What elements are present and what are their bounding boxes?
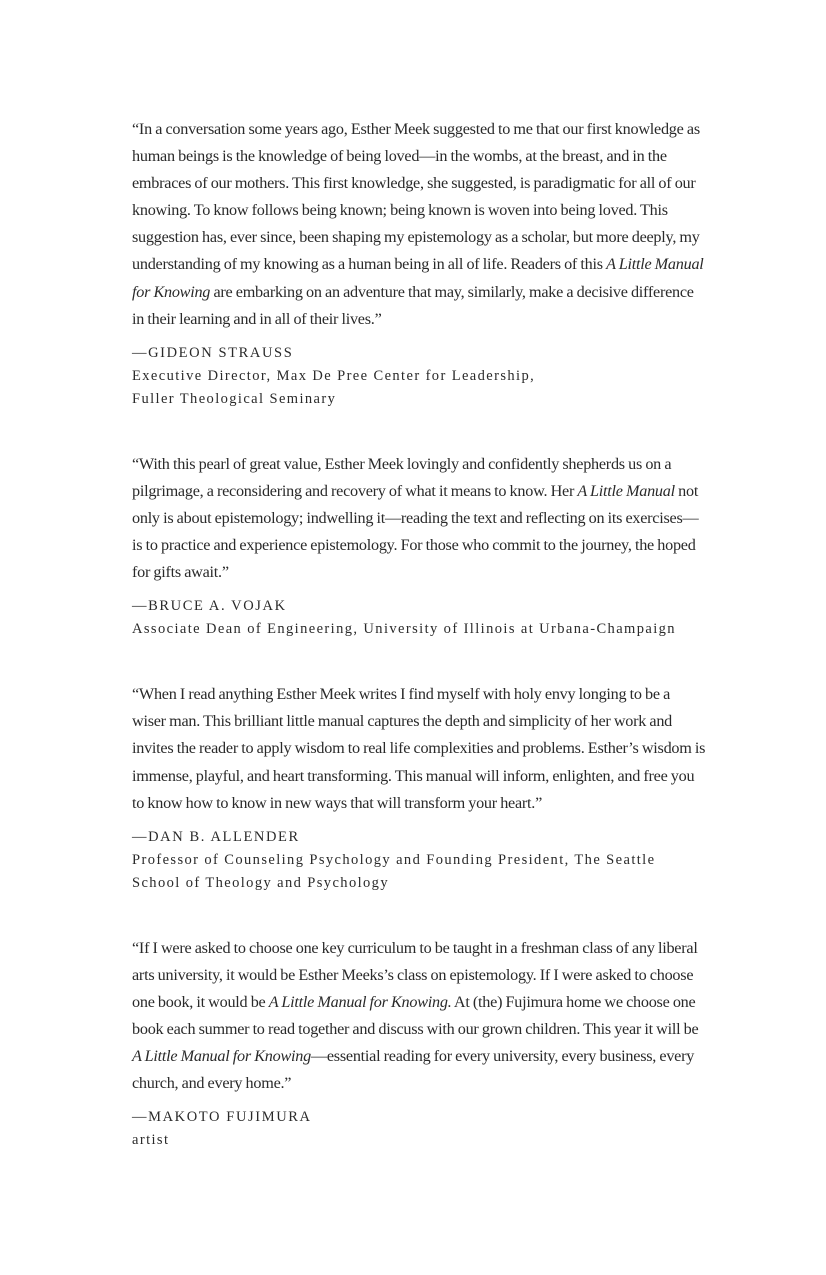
- endorser-role: artist: [132, 1132, 170, 1149]
- quote-text: —essential reading for every university, every business, every church, and every home.”: [132, 1047, 695, 1093]
- endorser-name: —MAKOTO FUJIMURA: [132, 1109, 312, 1126]
- quote-text: “With this pearl of great value, Esther Meek lovingly and confidently shepherds us on a pilgrimage, a reconsidering and recovery of what it means to know. Her: [132, 454, 672, 500]
- endorser-name: —GIDEON STRAUSS: [132, 344, 294, 361]
- book-title: A Little Manual for Knowing: [132, 255, 704, 301]
- book-title: A Little Manual for Knowing.: [268, 992, 452, 1011]
- endorsement-attribution: [132, 342, 707, 411]
- endorser-name: —BRUCE A. VOJAK: [132, 598, 287, 615]
- quote-text: “In a conversation some years ago, Esther Meek suggested to me that our first knowledge as human beings is the knowledge of being loved—in the wombs, at the breast, and in the embraces of our mothers. This first knowledge, she suggested, is paradigmatic for all of our knowing. To know follows being known; being known is woven into being loved. This suggestion has, ever since, been shaping my epistemology as a scholar, but more deeply, my understanding of my knowing as a human being in all of life. Readers of this: [132, 120, 700, 274]
- endorsement-gideon-strauss: [132, 116, 707, 411]
- endorser-role: Professor of Counseling Psychology and Founding President, The Seattle: [132, 851, 656, 868]
- book-title: A Little Manual for Knowing: [132, 1047, 311, 1066]
- endorsement-quote: [132, 451, 707, 586]
- endorser-role: Fuller Theological Seminary: [132, 390, 337, 407]
- endorser-role: Associate Dean of Engineering, University of Illinois at Urbana-Champaign: [132, 621, 676, 638]
- quote-text: “If I were asked to choose one key curriculum to be taught in a freshman class of any liberal arts university, it would be Esther Meeks’s class on epistemology. If I were asked to choose one book, it would be: [132, 938, 698, 1011]
- section-spacer: [132, 895, 707, 935]
- endorsement-bruce-vojak: [132, 451, 707, 641]
- endorsement-quote: [132, 116, 707, 333]
- endorser-name: —DAN B. ALLENDER: [132, 828, 300, 845]
- endorsement-quote: [132, 935, 707, 1098]
- endorser-role: School of Theology and Psychology: [132, 874, 389, 891]
- endorsement-quote: [132, 681, 707, 816]
- endorsement-makoto-fujimura: [132, 935, 707, 1153]
- endorsement-dan-allender: [132, 681, 707, 894]
- quote-text: are embarking on an adventure that may, similarly, make a decisive difference in their learning and in all of their lives.”: [132, 282, 694, 328]
- quote-text: “When I read anything Esther Meek writes I find myself with holy envy longing to be a wiser man. This brilliant little manual captures the depth and simplicity of her work and invites the reader to apply wisdom to real life complexities and problems. Esther’s wisdom is immense, playful, and heart transforming. This manual will inform, enlighten, and free you to know how to know in new ways that will transform your heart.”: [132, 685, 706, 812]
- quote-text: not only is about epistemology; indwelling it—reading the text and reflecting on its exercises—is to practice and experience epistemology. For those who commit to the journey, the hoped for gifts await.”: [132, 481, 699, 582]
- endorsements-page: [132, 116, 707, 1152]
- endorsement-attribution: [132, 826, 707, 895]
- section-spacer: [132, 641, 707, 681]
- quote-text: At (the) Fujimura home we choose one book each summer to read together and discuss with our grown children. This year it will be: [132, 992, 699, 1038]
- endorsement-attribution: [132, 595, 707, 641]
- endorser-role: Executive Director, Max De Pree Center for Leadership,: [132, 367, 536, 384]
- book-title: A Little Manual: [577, 481, 675, 500]
- endorsement-attribution: [132, 1106, 707, 1152]
- section-spacer: [132, 411, 707, 451]
